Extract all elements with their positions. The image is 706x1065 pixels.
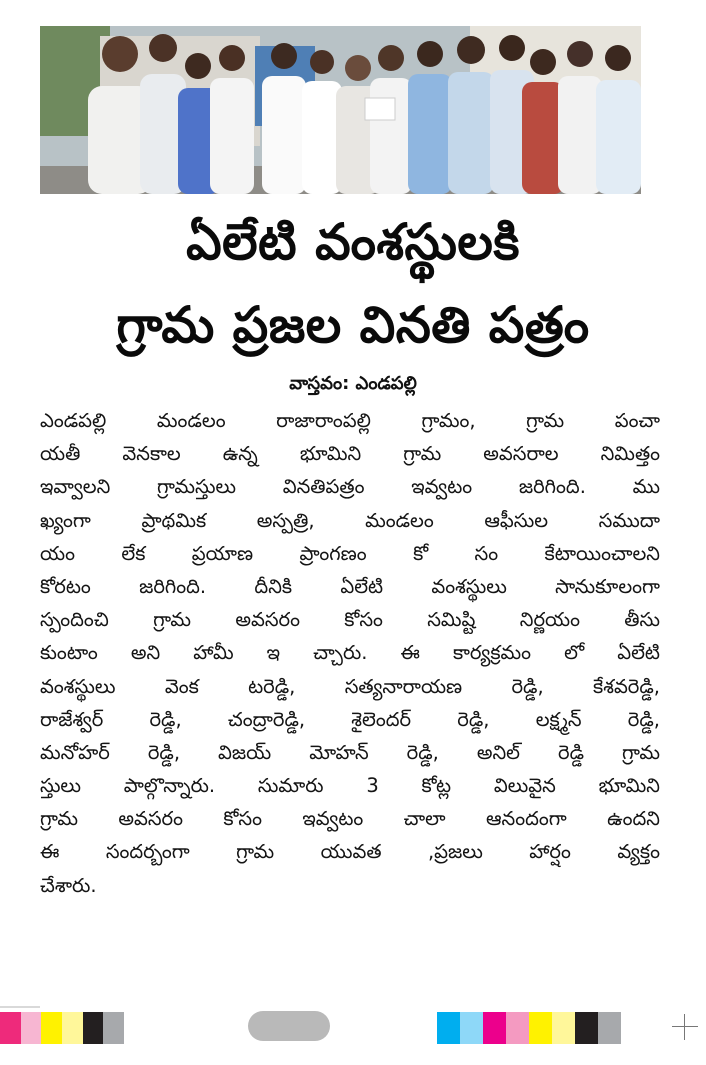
body-line: యం లేక ప్రయాణ ప్రాంగణం కో సం కేటాయించాలని bbox=[40, 541, 660, 565]
registration-mark bbox=[248, 1011, 330, 1041]
body-line: కుంటాం అని హామీ ఇ చ్చారు. ఈ కార్యక్రమం లో ఏలేటి bbox=[40, 641, 660, 665]
color-swatch bbox=[103, 1012, 124, 1044]
news-photo bbox=[40, 26, 641, 194]
body-line: స్తులు పాల్గొన్నారు. సుమారు 3 కోట్ల విలువైన భూమిని bbox=[40, 774, 660, 798]
color-bar-left bbox=[0, 1012, 124, 1044]
color-swatch bbox=[41, 1012, 62, 1044]
body-line: చేశారు. bbox=[40, 873, 97, 897]
color-bar-right bbox=[437, 1012, 621, 1044]
article-body bbox=[40, 404, 660, 902]
color-swatch bbox=[552, 1012, 575, 1044]
color-swatch bbox=[506, 1012, 529, 1044]
headline-line-1: ఏలేటి వంశస్థులకి bbox=[186, 213, 520, 271]
color-swatch bbox=[437, 1012, 460, 1044]
news-photo-illustration bbox=[40, 26, 641, 194]
body-line: కోరటం జరిగింది. దీనికి ఏలేటి వంశస్థులు సానుకూలంగా bbox=[40, 574, 660, 598]
body-line: స్పందించి గ్రామ అవసరం కోసం సమిష్టి నిర్ణయం తీసు bbox=[40, 608, 660, 632]
color-swatch bbox=[460, 1012, 483, 1044]
color-swatch bbox=[62, 1012, 83, 1044]
headline-line-2: గ్రామ ప్రజల వినతి పత్రం bbox=[116, 296, 590, 354]
body-line: గ్రామ అవసరం కోసం ఇవ్వటం చాలా ఆనందంగా ఉందని bbox=[40, 807, 660, 831]
color-swatch bbox=[575, 1012, 598, 1044]
crosshair-icon bbox=[672, 1014, 698, 1040]
body-line: మనోహర్ రెడ్డి, విజయ్ మోహన్ రెడ్డి, అనిల్ రెడ్డి గ్రామ bbox=[40, 740, 660, 764]
body-line: ఇవ్వాలని గ్రామస్తులు వినతిపత్రం ఇవ్వటం జరిగింది. ము bbox=[40, 475, 660, 499]
body-line: యతీ వెనకాల ఉన్న భూమిని గ్రామ అవసరాల నిమిత్తం bbox=[40, 442, 660, 466]
color-swatch bbox=[83, 1012, 104, 1044]
body-line: వంశస్థులు వెంక టరెడ్డి, సత్యనారాయణ రెడ్డి, కేశవరెడ్డి, bbox=[40, 674, 660, 698]
body-line: ఖ్యంగా ప్రాథమిక అస్పత్రి, మండలం ఆఫీసుల సముదా bbox=[40, 508, 660, 532]
body-line: ఎండపల్లి మండలం రాజారాంపల్లి గ్రామం, గ్రామ పంచా bbox=[40, 409, 660, 432]
color-swatch bbox=[598, 1012, 621, 1044]
color-swatch bbox=[529, 1012, 552, 1044]
body-line: ఈ సందర్బంగా గ్రామ యువత ,ప్రజలు హార్షం వ్యక్తం bbox=[40, 840, 660, 864]
color-swatch bbox=[0, 1012, 21, 1044]
edge-mark bbox=[0, 1006, 40, 1008]
dateline: వాస్తవం: ఎండపల్లి bbox=[289, 373, 417, 394]
color-swatch bbox=[21, 1012, 42, 1044]
color-swatch bbox=[483, 1012, 506, 1044]
body-line: రాజేశ్వర్ రెడ్డి, చంద్రారెడ్డి, శైలెందర్ రెడ్డి, లక్ష్మన్ రెడ్డి, bbox=[40, 707, 660, 731]
